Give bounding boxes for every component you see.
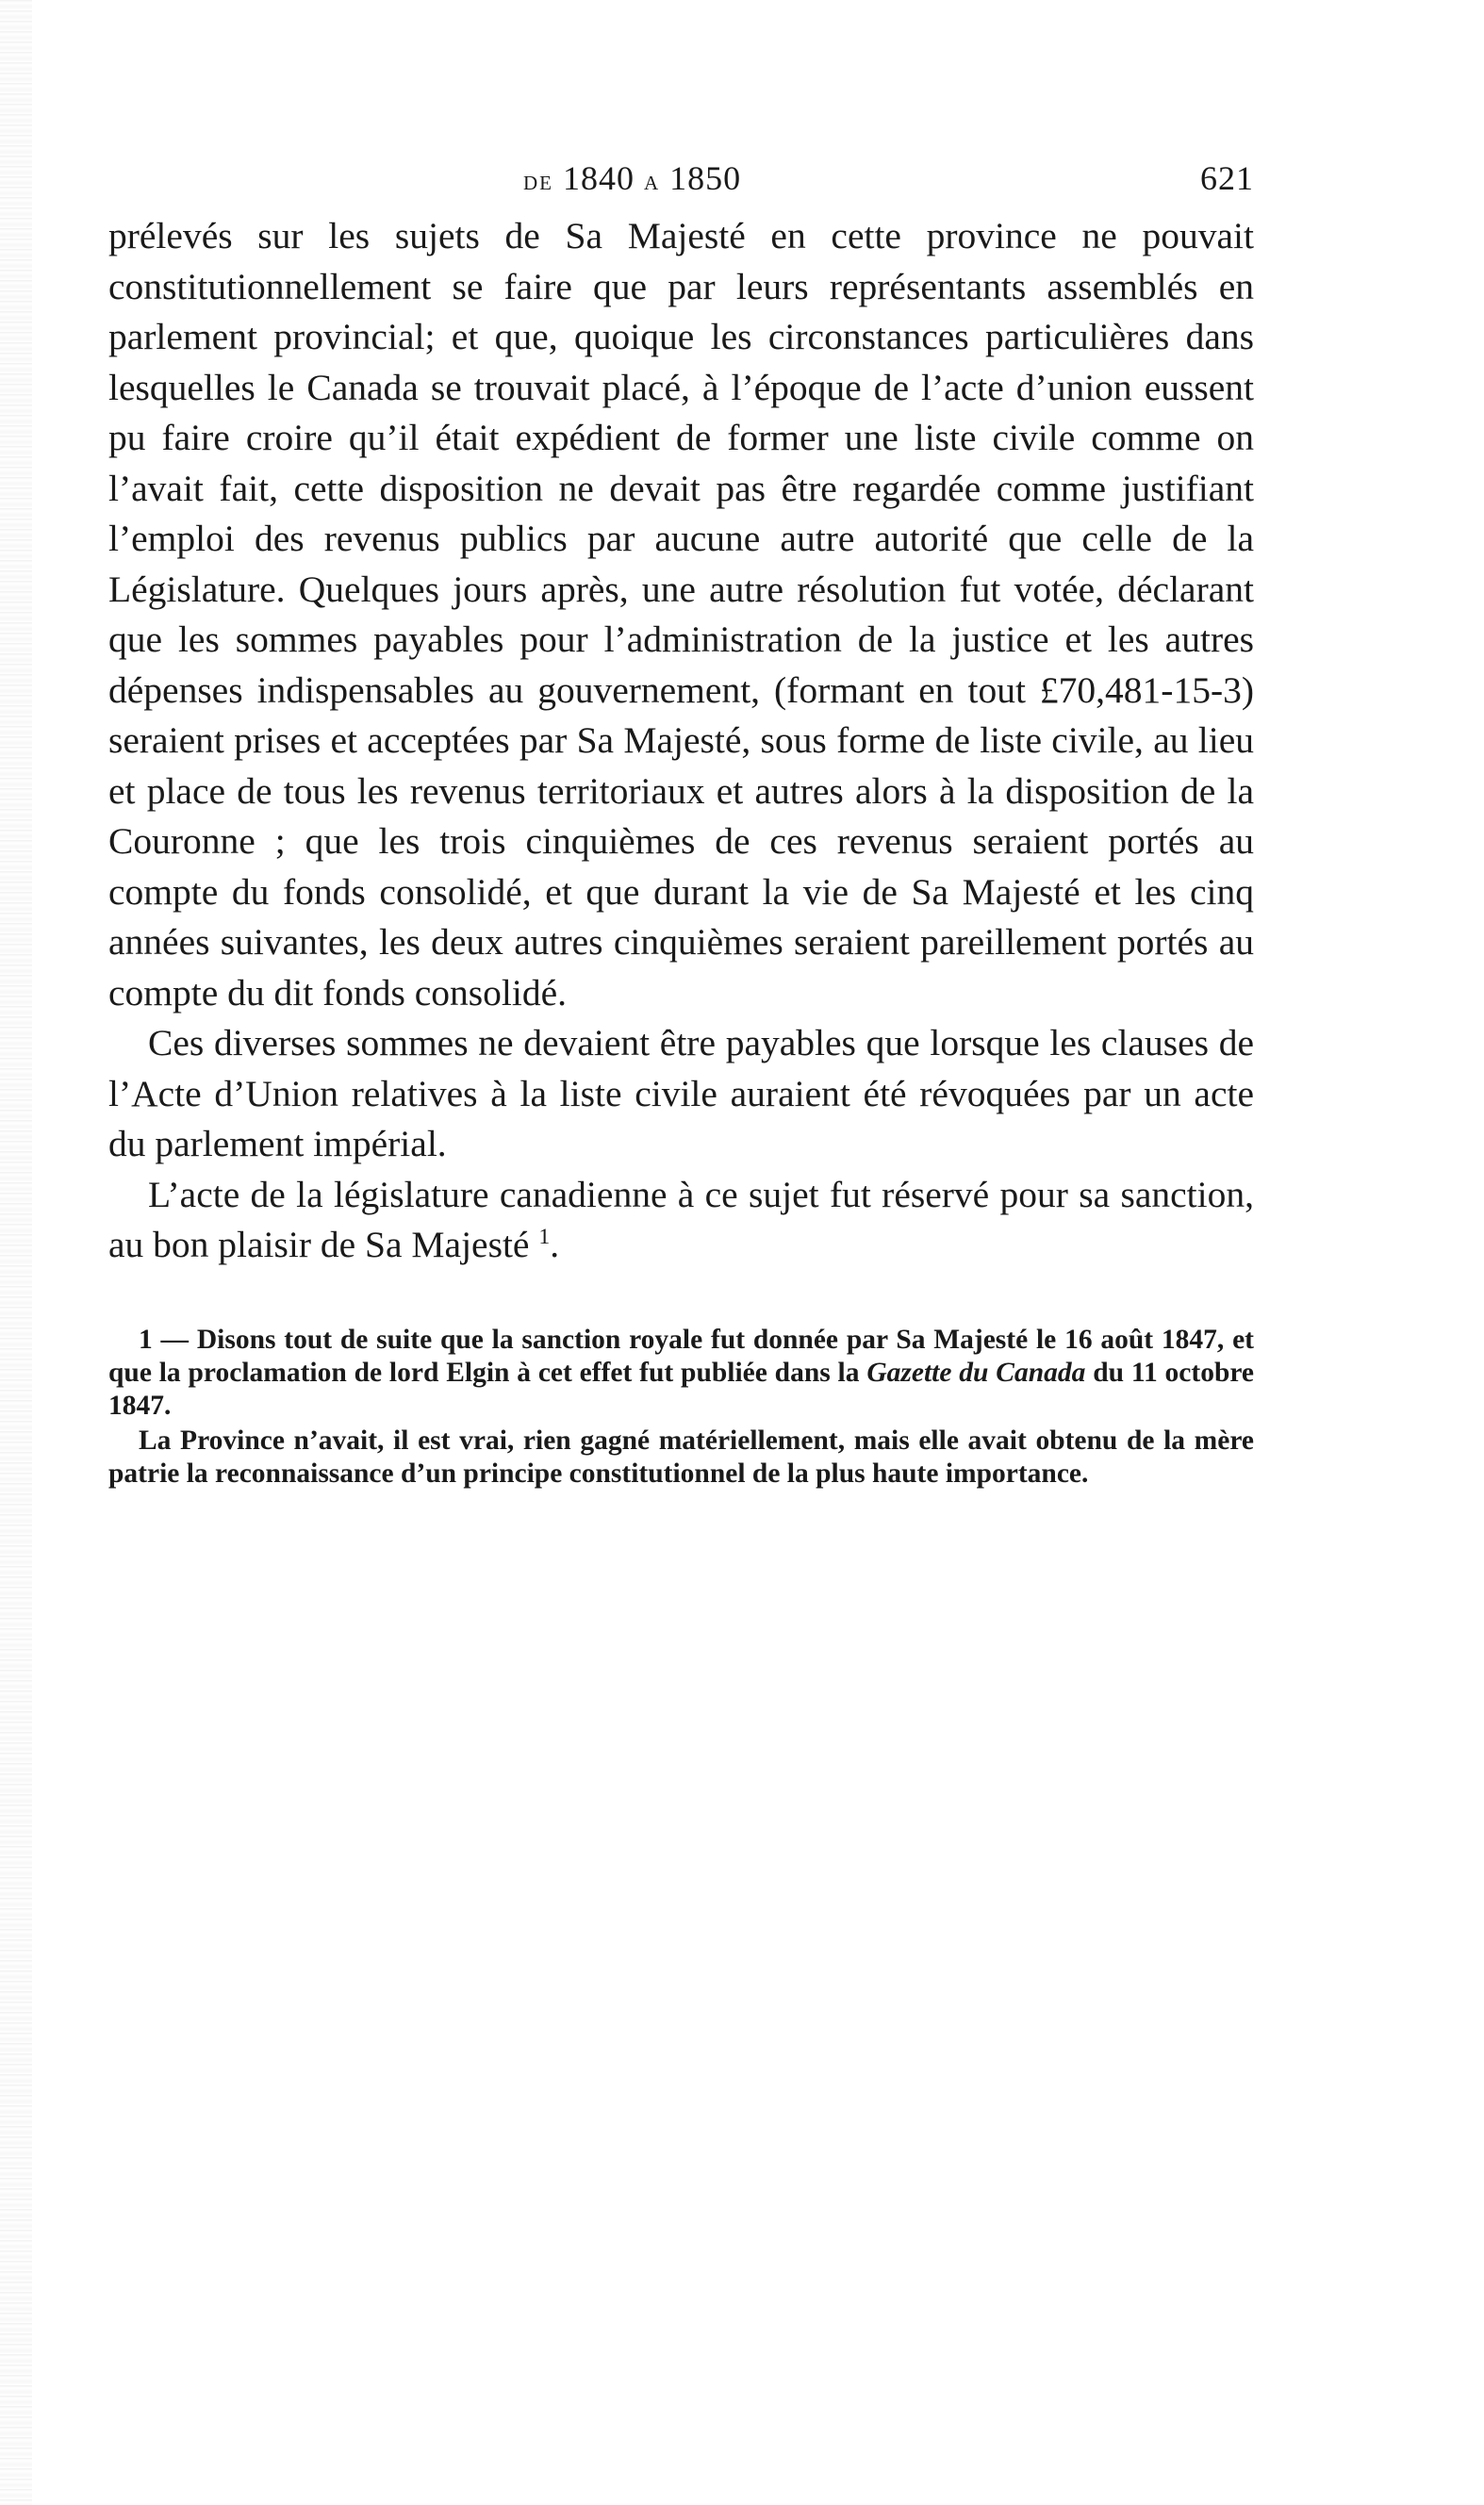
running-head-year-start: 1840	[563, 159, 635, 197]
running-head-de: de	[523, 165, 553, 196]
footnote-reference: 1	[538, 1224, 551, 1249]
body-text	[108, 211, 1254, 1271]
running-head-year-end: 1850	[669, 159, 742, 197]
body-paragraph-2: Ces diverses sommes ne devaient être payables que lorsque les clauses de l’Acte d’Union relatives à la liste civile auraient été révoquées par un acte du parlement impérial.	[108, 1022, 1254, 1164]
body-paragraph-1: prélevés sur les sujets de Sa Majesté en cette province ne pouvait constitutionnellement se faire que par leurs représentants assemblés en parlement provincial; et que, quoique les circonstances particulières dans lesquelles le Canada se trouvait placé, à l’époque de l’acte d’union eussent pu faire croire qu’il était expédient de former une liste civile comme on l’avait fait, cette disposition ne devait pas être regardée comme justifiant l’emploi des revenus publics par aucune autre autorité que celle de la Législature. Quelques jours après, une autre résolution fut votée, déclarant que les sommes payables pour l’administration de la justice et les autres dépenses indispensables au gouvernement, (formant en tout £70,481-15-3) seraient prises et acceptées par Sa Majesté, sous forme de liste civile, au lieu et place de tous les revenus territoriaux et autres alors à la disposition de la Couronne ; que les trois cinquièmes de ces revenus seraient portés au compte du fonds consolidé, et que durant la vie de Sa Majesté et les cinq années suivantes, les deux autres cinquièmes seraient pareillement portés au compte du dit fonds consolidé.	[108, 215, 1254, 1014]
body-paragraph-3-text: L’acte de la législature canadienne à ce sujet fut réservé pour sa sanction, au bon plaisir de Sa Majesté	[108, 1173, 1254, 1265]
body-paragraph-3-end: .	[550, 1224, 560, 1265]
running-head-title	[523, 158, 741, 198]
footnote-2: La Province n’avait, il est vrai, rien gagné matériellement, mais elle avait obtenu de la mère patrie la reconnaissance d’un principe constitutionnel de la plus haute importance.	[108, 1425, 1254, 1489]
running-head-a: a	[644, 165, 661, 196]
footnote-1	[108, 1324, 1254, 1423]
footnote-1-prefix: 1 — Disons tout de suite que la sanction royale fut donnée par Sa Majesté le 16 août 1847, et que la proclamation de lord Elgin à cet effet fut publiée dans la	[108, 1324, 1254, 1388]
page-number: 621	[1200, 159, 1254, 197]
book-page	[108, 141, 1254, 1491]
body-paragraph-3	[108, 1170, 1254, 1271]
footnote-1-italic: Gazette du Canada	[866, 1357, 1086, 1388]
running-head	[108, 141, 1254, 207]
footnotes	[108, 1324, 1254, 1491]
scan-edge-noise	[0, 0, 32, 2505]
footnote-1-suffix: du 11 octobre 1847.	[108, 1357, 1255, 1421]
